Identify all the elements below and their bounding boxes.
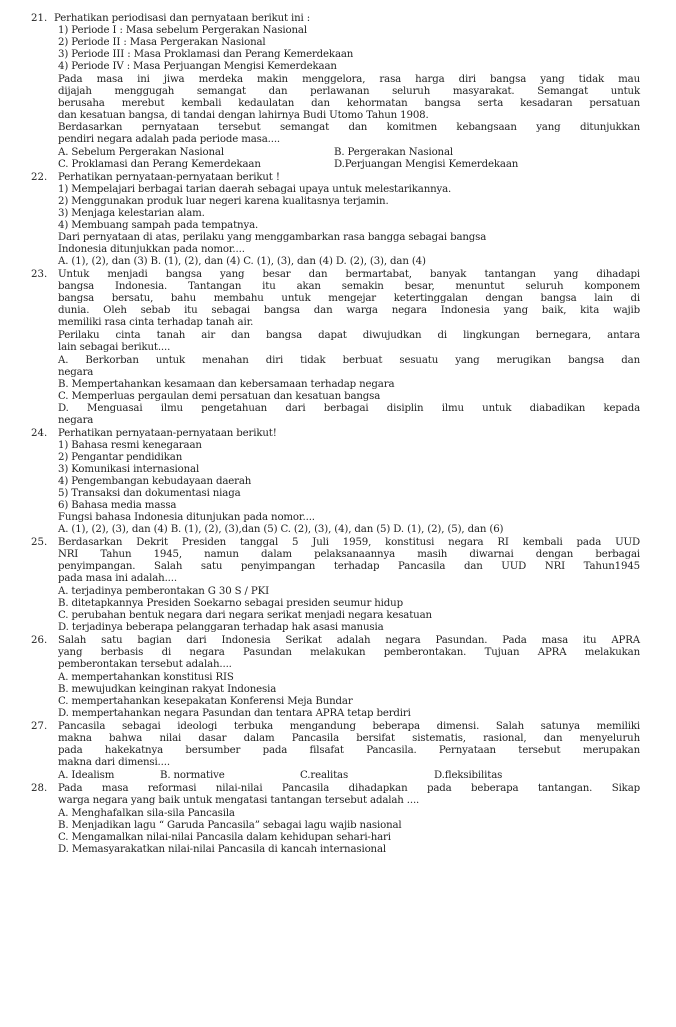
answer-options[interactable]: A. (1), (2), (3), dan (4) B. (1), (2), (3),dan (5) C. (2), (3), (4), dan (5) D. (1), (2), (5), dan (6) xyxy=(58,524,504,535)
question-number: 22. xyxy=(31,172,48,183)
paragraph-line: dunia. Oleh sebab itu sebagai bangsa dan warga negara Indonesia yang baik, kita wajib xyxy=(58,305,640,316)
option-a[interactable]: A. Sebelum Pergerakan Nasional xyxy=(58,147,224,158)
paragraph-line: Pancasila sebagai ideologi terbuka mengandung beberapa dimensi. Salah satunya memiliki xyxy=(58,721,640,732)
option-b[interactable]: B. ditetapkannya Presiden Soekarno sebagai presiden seumur hidup xyxy=(58,598,403,609)
paragraph-line: bangsa Indonesia. Tantangan itu akan semakin besar, menuntut seluruh komponem xyxy=(58,281,640,292)
list-item: 1) Mempelajari berbagai tarian daerah sebagai upaya untuk melestarikannya. xyxy=(58,184,452,195)
paragraph-line: memiliki rasa cinta terhadap tanah air. xyxy=(58,317,254,328)
option-c[interactable]: C. mempertahankan kesepakatan Konferensi Meja Bundar xyxy=(58,696,353,707)
list-item: 2) Periode II : Masa Pergerakan Nasional xyxy=(58,37,266,48)
question-number: 25. xyxy=(31,537,48,548)
paragraph-line: penyimpangan. Salah satu penyimpangan terhadap Pancasila dan UUD NRI Tahun1945 xyxy=(58,561,640,572)
option-a[interactable]: A. Idealism xyxy=(58,770,115,781)
option-d[interactable]: D. mempertahankan negara Pasundan dan tentara APRA tetap berdiri xyxy=(58,708,411,719)
paragraph-line: pada masa ini adalah.... xyxy=(58,573,177,584)
list-item: 4) Periode IV : Masa Perjuangan Mengisi Kemerdekaan xyxy=(58,61,337,72)
option-a[interactable]: A. terjadinya pemberontakan G 30 S / PKI xyxy=(58,586,269,597)
list-item: 4) Pengembangan kebudayaan daerah xyxy=(58,476,252,487)
option-d[interactable]: D. terjadinya beberapa pelanggaran terhadap hak asasi manusia xyxy=(58,622,384,633)
option-c[interactable]: C. perubahan bentuk negara dari negara serikat menjadi negara kesatuan xyxy=(58,610,432,621)
option-b[interactable]: B. mewujudkan keinginan rakyat Indonesia xyxy=(58,684,277,695)
option-d[interactable]: D.fleksibilitas xyxy=(434,770,503,781)
paragraph-line: lain sebagai berikut.... xyxy=(58,342,171,353)
paragraph-line: Salah satu bagian dari Indonesia Serikat adalah negara Pasundan. Pada masa itu APRA xyxy=(58,635,640,646)
paragraph-line: berusaha merebut kembali kedaulatan dan kehormatan bangsa serta kesadaran persatuan xyxy=(58,98,640,109)
paragraph-line: yang berbasis di negara Pasundan melakukan pemberontakan. Tujuan APRA melakukan xyxy=(58,647,640,658)
option-c[interactable]: C. Memperluas pergaulan demi persatuan dan kesatuan bangsa xyxy=(58,391,381,402)
option-a[interactable]: A. Berkorban untuk menahan diri tidak berbuat sesuatu yang merugikan bangsa dan xyxy=(58,355,640,366)
question-number: 23. xyxy=(31,269,48,280)
paragraph-line: pendiri negara adalah pada periode masa.... xyxy=(58,134,280,145)
paragraph-line: makna bahwa nilai dasar dalam Pancasila bersifat sistematis, rasional, dan menyeluruh xyxy=(58,733,640,744)
list-item: 1) Periode I : Masa sebelum Pergerakan Nasional xyxy=(58,25,307,36)
option-a-cont: negara xyxy=(58,367,94,378)
list-item: 6) Bahasa media massa xyxy=(58,500,177,511)
paragraph-line: Pada masa ini jiwa merdeka makin menggelora, rasa harga diri bangsa yang tidak mau xyxy=(58,74,640,85)
list-item: 4) Membuang sampah pada tempatnya. xyxy=(58,220,259,231)
list-item: 3) Periode III : Masa Proklamasi dan Perang Kemerdekaan xyxy=(58,49,354,60)
question-stem: Perhatikan periodisasi dan pernyataan berikut ini : xyxy=(54,13,311,24)
question-number: 21. xyxy=(31,13,48,24)
question-number: 28. xyxy=(31,783,48,794)
paragraph-line: Pada masa reformasi nilai-nilai Pancasila dihadapkan pada beberapa tantangan. Sikap xyxy=(58,783,640,794)
option-d[interactable]: D. Menguasai ilmu pengetahuan dari berbagai disiplin ilmu untuk diabadikan kepada xyxy=(58,403,640,414)
paragraph-line: NRI Tahun 1945, namun dalam pelaksanaannya masih diwarnai dengan berbagai xyxy=(58,549,640,560)
paragraph-line: Berdasarkan pernyataan tersebut semangat dan komitmen kebangsaan yang ditunjukkan xyxy=(58,122,640,133)
option-b[interactable]: B. normative xyxy=(160,770,225,781)
paragraph-line: pemberontakan tersebut adalah.... xyxy=(58,659,232,670)
question-number: 26. xyxy=(31,635,48,646)
option-c[interactable]: C.realitas xyxy=(300,770,349,781)
paragraph-line: Berdasarkan Dekrit Presiden tanggal 5 Juli 1959, konstitusi negara RI kembali pada UUD xyxy=(58,537,640,548)
option-b[interactable]: B. Mempertahankan kesamaan dan kebersamaan terhadap negara xyxy=(58,379,395,390)
paragraph-line: Dari pernyataan di atas, perilaku yang menggambarkan rasa bangga sebagai bangsa xyxy=(58,232,487,243)
paragraph-line: Perilaku cinta tanah air dan bangsa dapat diwujudkan di lingkungan bernegara, antara xyxy=(58,330,640,341)
paragraph-line: Indonesia ditunjukkan pada nomor.... xyxy=(58,244,245,255)
option-c[interactable]: C. Mengamalkan nilai-nilai Pancasila dalam kehidupan sehari-hari xyxy=(58,832,391,843)
paragraph-line: bangsa bersatu, bahu membahu untuk mengejar ketertinggalan dengan bangsa lain di xyxy=(58,293,640,304)
paragraph-line: dijajah menggugah semangat dan perlawanan seluruh masyarakat. Semangat untuk xyxy=(58,86,640,97)
option-c[interactable]: C. Proklamasi dan Perang Kemerdekaan xyxy=(58,159,261,170)
list-item: 5) Transaksi dan dokumentasi niaga xyxy=(58,488,241,499)
paragraph-line: pada hakekatnya bersumber pada filsafat Pancasila. Pernyataan tersebut merupakan xyxy=(58,745,640,756)
question-stem: Perhatikan pernyataan-pernyataan berikut ! xyxy=(58,172,280,183)
list-item: 3) Komunikasi internasional xyxy=(58,464,200,475)
list-item: 2) Menggunakan produk luar negeri karena kualitasnya terjamin. xyxy=(58,196,389,207)
question-number: 27. xyxy=(31,721,48,732)
list-item: 1) Bahasa resmi kenegaraan xyxy=(58,440,202,451)
option-d-cont: negara xyxy=(58,415,94,426)
paragraph-line: Untuk menjadi bangsa yang besar dan bermartabat, banyak tantangan yang dihadapi xyxy=(58,269,640,280)
option-d[interactable]: D. Memasyarakatkan nilai-nilai Pancasila di kancah internasional xyxy=(58,844,386,855)
option-d[interactable]: D.Perjuangan Mengisi Kemerdekaan xyxy=(334,159,519,170)
question-prompt: Fungsi bahasa Indonesia ditunjukan pada nomor.... xyxy=(58,512,315,523)
option-a[interactable]: A. mempertahankan konstitusi RIS xyxy=(58,672,234,683)
answer-options[interactable]: A. (1), (2), dan (3) B. (1), (2), dan (4) C. (1), (3), dan (4) D. (2), (3), dan (4) xyxy=(58,256,426,267)
list-item: 3) Menjaga kelestarian alam. xyxy=(58,208,205,219)
option-b[interactable]: B. Pergerakan Nasional xyxy=(334,147,453,158)
question-number: 24. xyxy=(31,428,48,439)
list-item: 2) Pengantar pendidikan xyxy=(58,452,183,463)
option-b[interactable]: B. Menjadikan lagu “ Garuda Pancasila” sebagai lagu wajib nasional xyxy=(58,820,402,831)
option-a[interactable]: A. Menghafalkan sila-sila Pancasila xyxy=(58,808,235,819)
paragraph-line: warga negara yang baik untuk mengatasi tantangan tersebut adalah .... xyxy=(58,795,420,806)
paragraph-line: makna dari dimensi.... xyxy=(58,757,170,768)
paragraph-line: dan kesatuan bangsa, di tandai dengan lahirnya Budi Utomo Tahun 1908. xyxy=(58,110,429,121)
question-stem: Perhatikan pernyataan-pernyataan berikut! xyxy=(58,428,277,439)
